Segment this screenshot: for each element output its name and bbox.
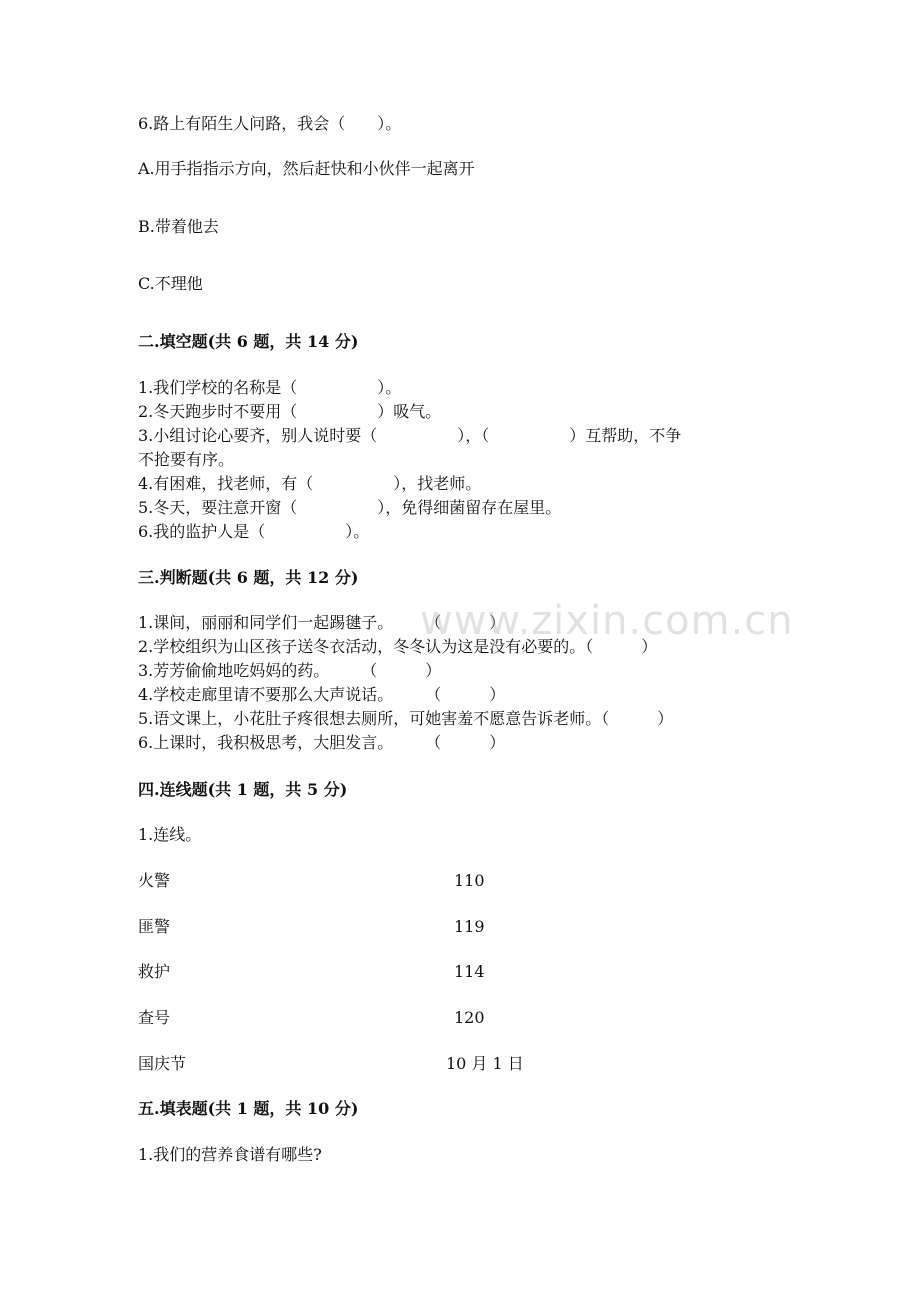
question-item-continued: 不抢要有序。 <box>138 450 235 469</box>
question-item: 1.我们学校的名称是（ ）。 <box>138 378 402 397</box>
question-item: 3.芳芳偷偷地吃妈妈的药。 （ ） <box>138 661 442 680</box>
match-right-item: 10 月 1 日 <box>446 1054 524 1073</box>
question-item: 6.上课时，我积极思考，大胆发言。 （ ） <box>138 733 506 752</box>
match-right-item: 114 <box>454 962 485 981</box>
option-b: B.带着他去 <box>138 217 219 236</box>
match-left-item: 匪警 <box>138 917 171 936</box>
question-stem: 1.我们的营养食谱有哪些? <box>138 1145 322 1164</box>
option-c: C.不理他 <box>138 274 203 293</box>
question-item: 5.冬天，要注意开窗（ ），免得细菌留存在屋里。 <box>138 498 562 517</box>
question-stem: 6.路上有陌生人问路，我会（ ）。 <box>138 114 402 133</box>
question-item: 2.学校组织为山区孩子送冬衣活动，冬冬认为这是没有必要的。（ ） <box>138 637 658 656</box>
question-item: 6.我的监护人是（ ）。 <box>138 522 370 541</box>
match-left-item: 查号 <box>138 1008 171 1027</box>
match-right-item: 120 <box>454 1008 485 1027</box>
question-item: 1.课间，丽丽和同学们一起踢毽子。 （ ） <box>138 613 506 632</box>
section-title: 四.连线题(共 1 题，共 5 分) <box>138 780 348 799</box>
match-left-item: 救护 <box>138 962 171 981</box>
option-a: A.用手指指示方向，然后赶快和小伙伴一起离开 <box>138 159 475 178</box>
match-right-item: 119 <box>454 917 485 936</box>
match-left-item: 火警 <box>138 871 171 890</box>
question-item: 4.有困难，找老师，有（ ），找老师。 <box>138 474 482 493</box>
section-title: 三.判断题(共 6 题，共 12 分) <box>138 568 359 587</box>
match-right-item: 110 <box>454 871 485 890</box>
question-item: 4.学校走廊里请不要那么大声说话。 （ ） <box>138 685 506 704</box>
watermark: www.zixin.com.cn <box>420 598 794 644</box>
section-title: 二.填空题(共 6 题，共 14 分) <box>138 332 359 351</box>
question-item: 2.冬天跑步时不要用（ ）吸气。 <box>138 402 442 421</box>
match-left-item: 国庆节 <box>138 1054 187 1073</box>
section-title: 五.填表题(共 1 题，共 10 分) <box>138 1099 359 1118</box>
question-item: 3.小组讨论心要齐，别人说时要（ ），（ ）互帮助，不争 <box>138 426 682 445</box>
question-item: 5.语文课上，小花肚子疼很想去厕所，可她害羞不愿意告诉老师。（ ） <box>138 709 674 728</box>
question-stem: 1.连线。 <box>138 825 202 844</box>
